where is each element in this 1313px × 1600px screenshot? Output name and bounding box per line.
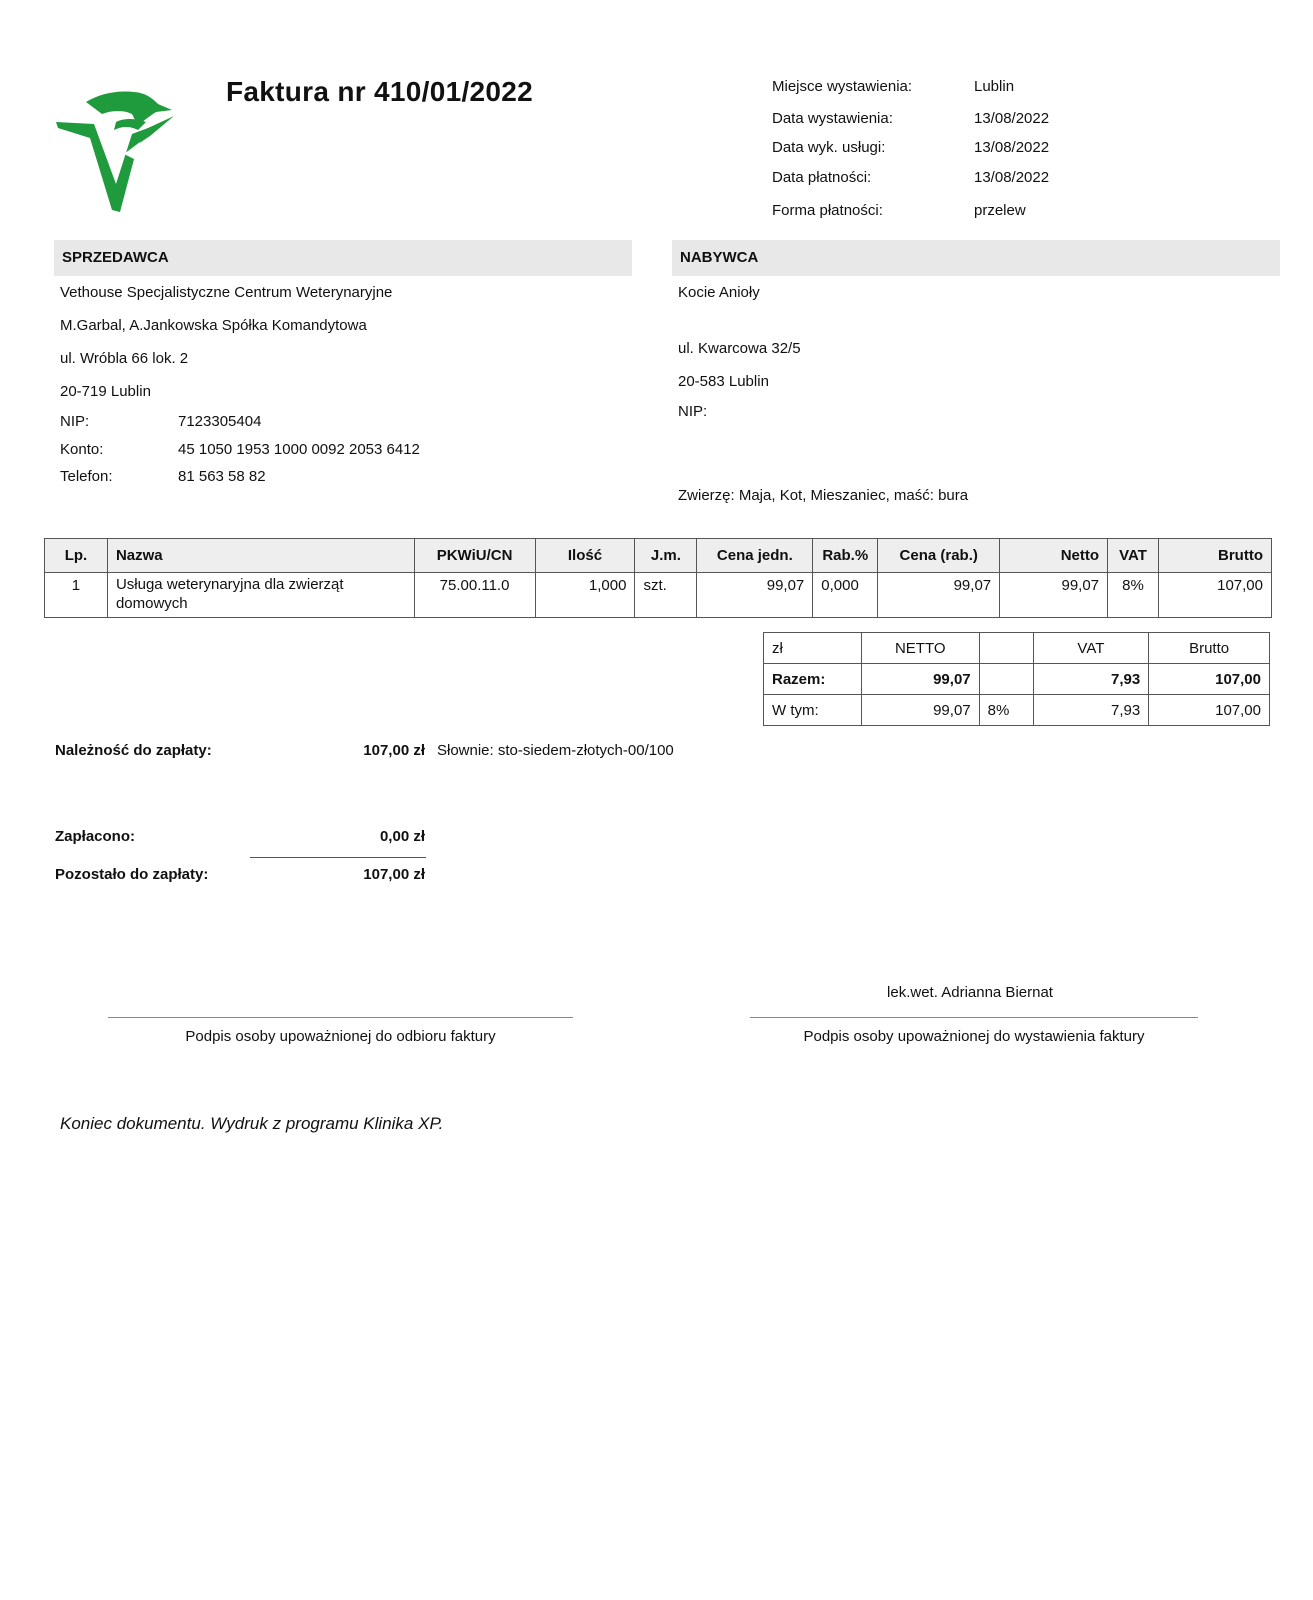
summary-total-gross: 107,00: [1149, 664, 1270, 695]
amount-in-words: Słownie: sto-siedem-złotych-00/100: [437, 742, 674, 759]
invoice-title: Faktura nr 410/01/2022: [226, 76, 534, 107]
seller-account: 45 1050 1953 1000 0092 2053 6412: [178, 441, 420, 458]
col-header-net: Netto: [1000, 539, 1108, 573]
issuer-signature-line: [750, 1017, 1198, 1018]
seller-nip-label: NIP:: [60, 413, 90, 430]
meta-label: Data wyk. usługi:: [772, 139, 886, 156]
meta-label: Miejsce wystawienia:: [772, 78, 913, 95]
amount-due-label: Należność do zapłaty:: [55, 742, 212, 759]
summary-total-row: [764, 664, 1270, 695]
summary-breakdown-rate: 8%: [979, 695, 1033, 726]
clinic-logo: [54, 84, 194, 214]
seller-heading: SPRZEDAWCA: [54, 240, 632, 276]
seller-phone-label: Telefon:: [60, 468, 113, 485]
meta-value: 13/08/2022: [974, 110, 1050, 127]
summary-header-vat: VAT: [1033, 633, 1149, 664]
cell-lp: 1: [45, 573, 108, 618]
buyer-heading: NABYWCA: [672, 240, 1280, 276]
col-header-lp: Lp.: [45, 539, 108, 573]
summary-header-rate: [979, 633, 1033, 664]
cell-unit-price: 99,07: [697, 573, 813, 618]
summary-breakdown-vat: 7,93: [1033, 695, 1149, 726]
issuer-name: lek.wet. Adrianna Biernat: [887, 984, 1053, 1001]
cell-net: 99,07: [1000, 573, 1108, 618]
buyer-nip-label: NIP:: [678, 403, 708, 420]
cell-name: Usługa weterynaryjna dla zwierząt domowych: [107, 573, 414, 618]
items-table: [44, 538, 1272, 618]
col-header-gross: Brutto: [1159, 539, 1272, 573]
col-header-qty: Ilość: [535, 539, 635, 573]
meta-label: Forma płatności:: [772, 202, 883, 219]
seller-company: M.Garbal, A.Jankowska Spółka Komandytowa: [60, 317, 367, 334]
summary-header-net: NETTO: [861, 633, 979, 664]
receiver-signature-caption: Podpis osoby upoważnionej do odbioru faktury: [185, 1028, 496, 1045]
remaining-label: Pozostało do zapłaty:: [55, 866, 209, 883]
cell-discount: 0,000: [813, 573, 878, 618]
col-header-unit-price: Cena jedn.: [697, 539, 813, 573]
summary-total-net: 99,07: [861, 664, 979, 695]
meta-value: przelew: [974, 202, 1026, 219]
payment-divider: [250, 857, 426, 858]
paid-label: Zapłacono:: [55, 828, 136, 845]
seller-account-label: Konto:: [60, 441, 104, 458]
meta-label: Data wystawienia:: [772, 110, 893, 127]
cell-unit: szt.: [635, 573, 697, 618]
summary-breakdown-row: [764, 695, 1270, 726]
remaining-value: 107,00 zł: [363, 866, 425, 883]
col-header-pkwiu: PKWiU/CN: [414, 539, 535, 573]
meta-value: 13/08/2022: [974, 139, 1050, 156]
summary-header-gross: Brutto: [1149, 633, 1270, 664]
seller-name: Vethouse Specjalistyczne Centrum Weterynaryjne: [60, 284, 393, 301]
col-header-discount: Rab.%: [813, 539, 878, 573]
issuer-signature-caption: Podpis osoby upoważnionej do wystawienia faktury: [803, 1028, 1145, 1045]
summary-breakdown-net: 99,07: [861, 695, 979, 726]
cell-vat: 8%: [1108, 573, 1159, 618]
seller-nip: 7123305404: [178, 413, 262, 430]
summary-total-vat: 7,93: [1033, 664, 1149, 695]
buyer-street: ul. Kwarcowa 32/5: [678, 340, 801, 357]
amount-due-value: 107,00 zł: [363, 742, 425, 759]
cell-qty: 1,000: [535, 573, 635, 618]
summary-currency: zł: [764, 633, 862, 664]
buyer-animal: Zwierzę: Maja, Kot, Mieszaniec, maść: bura: [678, 487, 969, 504]
col-header-name: Nazwa: [107, 539, 414, 573]
summary-total-rate: [979, 664, 1033, 695]
meta-value: Lublin: [974, 78, 1015, 95]
seller-city: 20-719 Lublin: [60, 383, 151, 400]
document-footer: Koniec dokumentu. Wydruk z programu Klinika XP.: [60, 1114, 444, 1133]
summary-total-label: Razem:: [764, 664, 862, 695]
seller-street: ul. Wróbla 66 lok. 2: [60, 350, 189, 367]
summary-breakdown-label: W tym:: [764, 695, 862, 726]
meta-label: Data płatności:: [772, 169, 872, 186]
cell-pkwiu: 75.00.11.0: [414, 573, 535, 618]
summary-breakdown-gross: 107,00: [1149, 695, 1270, 726]
table-row: [45, 573, 1272, 618]
cell-gross: 107,00: [1159, 573, 1272, 618]
cell-disc-price: 99,07: [878, 573, 1000, 618]
items-header-row: [45, 539, 1272, 573]
seller-phone: 81 563 58 82: [178, 468, 266, 485]
paid-value: 0,00 zł: [379, 828, 425, 845]
receiver-signature-line: [108, 1017, 573, 1018]
vat-summary-table: [763, 632, 1270, 726]
col-header-unit: J.m.: [635, 539, 697, 573]
buyer-city: 20-583 Lublin: [678, 373, 769, 390]
col-header-disc-price: Cena (rab.): [878, 539, 1000, 573]
summary-header-row: [764, 633, 1270, 664]
meta-value: 13/08/2022: [974, 169, 1050, 186]
col-header-vat: VAT: [1108, 539, 1159, 573]
buyer-name: Kocie Anioły: [678, 284, 760, 301]
